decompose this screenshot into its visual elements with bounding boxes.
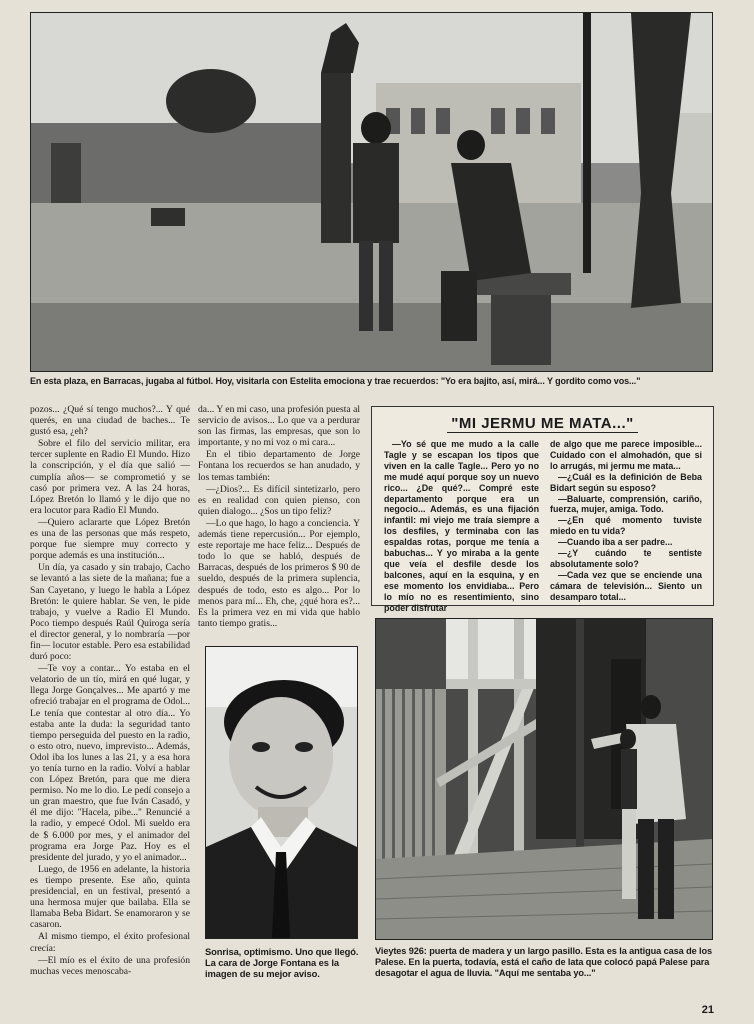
page-number: 21 bbox=[701, 1004, 714, 1016]
article-paragraph: Sobre el filo del servicio militar, era tercer suplente en Radio El Mundo. Hizo la conscripción, y el día que salió —cumplía años— se comprometió y se casó por primera vez. A las 24 horas, López Bretón lo llamó y le dijo que no era locutor para Radio El Mundo. bbox=[30, 438, 190, 516]
box-paragraph: —Cada vez que se enciende una cámara de televisión... Siento un desamparo total... bbox=[550, 569, 702, 602]
quote-box-title-text: "MI JERMU ME MATA..." bbox=[447, 415, 638, 433]
box-paragraph: —Yo sé que me mudo a la calle Tagle y se escapan los tipos que viven en la calle Tagle... Pero yo no me mudé aquí porque soy un nuevo rico... ¿De qué?... Compré este departamento porque era un negocio... Además, es una fijación infantil: mi viejo me traía siempre a los desfiles, y terminaba con las espaldas rotas, porque me tenía a babuchas... Y yo miraba a la gente que veía el desfile desde los balcones, aquí en la esquina, y en ese momento los envidiaba... Pero lo mío no es resentimiento, sino poder disfrutar bbox=[384, 439, 539, 613]
article-paragraph: —El mío es el éxito de una profesión muchas veces menoscaba- bbox=[30, 954, 190, 977]
article-paragraph: Luego, de 1956 en adelante, la historia es tiempo presente. Ese año, quinta presidencial, en un festival, presentó a una hermosa mujer que bailaba. Ella se llamaba Beba Bidart. Se enamoraron y se casaron. bbox=[30, 863, 190, 931]
article-paragraph: Un día, ya casado y sin trabajo, Cacho se levantó a las siete de la mañana; fue a San Cayetano, y luego le habla a López Bretón: le quiere hablar. Se ven, le pide trabajo, y vuelve a Radio El Mundo. Poco tiempo después Raúl Quiroga sería el director general, y lo nombraría —por fin— locutor estable. Pero esa estabilidad duró poco: bbox=[30, 562, 190, 663]
plaza-photo-caption: En esta plaza, en Barracas, jugaba al fútbol. Hoy, visitarla con Estelita emociona y trae recuerdos: "Yo era bajito, así, mirá... Y gordito como vos..." bbox=[30, 376, 641, 386]
box-paragraph: —¿Y cuándo te sentiste absolutamente solo? bbox=[550, 548, 702, 569]
article-column-2 bbox=[198, 404, 360, 630]
door-photo bbox=[375, 618, 713, 940]
quote-box-title bbox=[372, 415, 713, 432]
article-paragraph: Al mismo tiempo, el éxito profesional crecía: bbox=[30, 931, 190, 954]
article-paragraph: —Lo que hago, lo hago a conciencia. Y además tiene repercusión... Por ejemplo, este reportaje me hace feliz... Después de todo lo que se habló, después de Barracas, después de los primeros $ 90 de sueldo, después de la primera suplencia, después de todo, esto es algo... Por lo menos para mí... Eh, che, ¿qué hora es?... Es la primera vez en mi vida que hablo tanto tiempo gratis... bbox=[198, 517, 360, 629]
door-photo-caption: Vieytes 926: puerta de madera y un largo pasillo. Esta es la antigua casa de los Palese. En la puerta, todavía, está el caño de lata que colocó papá Palese para desagotar el agua de lluvia. "Aquí me sentaba yo..." bbox=[375, 946, 713, 978]
portrait-caption: Sonrisa, optimismo. Uno que llegó. La cara de Jorge Fontana es la imagen de su mejor aviso. bbox=[205, 946, 359, 979]
article-column-1 bbox=[30, 404, 190, 978]
quote-box-column-2 bbox=[550, 439, 702, 603]
article-paragraph: —¿Dios?... Es difícil sintetizarlo, pero es en realidad con quien pienso, con quien dialogo... ¿Sos un tipo feliz? bbox=[198, 483, 360, 517]
box-paragraph: —¿En qué momento tuviste miedo en tu vida? bbox=[550, 515, 702, 537]
portrait-photo bbox=[205, 646, 358, 939]
quote-box-column-1 bbox=[384, 439, 539, 614]
article-paragraph: En el tibio departamento de Jorge Fontana los recuerdos se han anudado, y los temas también: bbox=[198, 449, 360, 483]
quote-box bbox=[371, 406, 714, 613]
article-paragraph: —Quiero aclararte que López Bretón es una de las personas que más respeto, porque fue siempre muy correcto y porque además es una institución... bbox=[30, 516, 190, 562]
article-paragraph: —Te voy a contar... Yo estaba en el velatorio de un tío, mirá en qué lugar, y llega Jorge Gonçalves... Me apartó y me ofreció trabajar en el programa de Odol... Le tenía que contestar al otro día... Yo estaba ante la duda: la seguridad tanto tiempo perseguida del puesto en la radio, o esto otro, nuevo, imprevisto... Además, Odol iba los lunes a las 21, y a esa hora yo tenía turno en la radio. Volví a hablar con López Bretón, para que me diera permiso. No me lo dio. Le pedí consejo a un gran maestro, que fue Iván Casadó, y él me dijo: "Hacela, pibe..." Renuncié a la radio, y empecé Odol. Mi sueldo era de $ 6.000 por mes, y el animador del programa era Jorge Paz. Hoy es el presidente del jurado, y yo el animador... bbox=[30, 663, 190, 863]
article-paragraph: da... Y en mi caso, una profesión puesta al servicio de avisos... Lo que va a perdurar son las firmas, las empresas, que son lo importante, y no mi voz o mi cara... bbox=[198, 404, 360, 449]
box-paragraph: —Cuando iba a ser padre... bbox=[558, 537, 673, 548]
box-paragraph: —¿Cuál es la definición de Beba Bidart según su esposo? bbox=[550, 471, 702, 493]
box-paragraph: de algo que me parece imposible... Cuidado con el almohadón, que si lo arrugás, mi jermu me mata... bbox=[550, 439, 702, 471]
plaza-photo bbox=[30, 12, 713, 372]
article-paragraph: pozos... ¿Qué sí tengo muchos?... Y qué querés, en una ciudad de baches... Te gustó esa, ¿eh? bbox=[30, 404, 190, 438]
box-paragraph: —Baluarte, comprensión, cariño, fuerza, mujer, amiga. Todo. bbox=[550, 493, 702, 515]
